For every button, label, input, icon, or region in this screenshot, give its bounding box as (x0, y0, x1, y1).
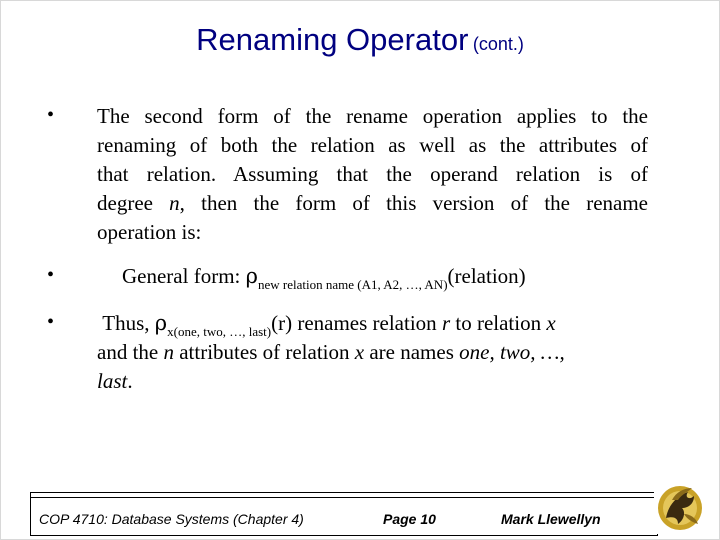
rename-subscript: new relation name (A1, A2, …, AN) (257, 277, 448, 292)
bullet-2: • (47, 264, 55, 286)
para1-n: n (169, 191, 180, 215)
general-form-label: General form: (122, 264, 246, 288)
para1-line-1: The second form of the rename operation applies to the (97, 104, 648, 128)
title-main: Renaming Operator (196, 22, 469, 57)
slide-title (0, 22, 720, 58)
para3-x2: x (354, 340, 365, 364)
para3-names-list: one, two, …, (459, 340, 565, 364)
para1-line-4 (97, 189, 648, 218)
rho-symbol: ρ (245, 264, 258, 288)
example-subscript: x(one, two, …, last) (167, 324, 272, 339)
para1-degree-suffix: , then the form of this version of the rename (179, 191, 648, 215)
para3-renames: (r) renames relation (271, 311, 442, 335)
para3-attributes: attributes of relation (173, 340, 355, 364)
slide-footer (30, 492, 658, 536)
relation-arg: (relation) (447, 264, 526, 288)
bullet-3: • (47, 311, 55, 333)
footer-page: Page 10 (383, 511, 436, 527)
para3-line-1 (97, 309, 648, 338)
para3-line-3 (97, 367, 648, 396)
thus-label: Thus, (102, 311, 155, 335)
para3-last: last (97, 369, 128, 393)
para3-are-names: are names (364, 340, 460, 364)
para3-to: to relation (450, 311, 547, 335)
para1-line-3: that relation. Assuming that the operand relation is of (97, 162, 648, 186)
footer-author: Mark Llewellyn (501, 511, 601, 527)
title-sub: (cont.) (472, 34, 524, 54)
footer-course: COP 4710: Database Systems (Chapter 4) (39, 511, 304, 527)
paragraph-2-general-form (122, 262, 526, 299)
para3-period: . (127, 369, 133, 393)
rho-symbol-2: ρ (154, 311, 168, 335)
paragraph-1 (97, 102, 648, 247)
para1-line-2: renaming of both the relation as well as the attributes of (97, 133, 648, 157)
paragraph-3-example (97, 309, 648, 396)
footer-rule (31, 497, 657, 498)
para3-n: n (163, 340, 174, 364)
bullet-1: • (47, 104, 55, 126)
para3-x: x (546, 311, 556, 335)
para1-degree-prefix: degree (97, 191, 170, 215)
para3-and-the: and the (97, 340, 164, 364)
para1-line-5: operation is: (97, 220, 202, 244)
para3-r: r (441, 311, 451, 335)
pegasus-logo-icon (654, 478, 706, 534)
para3-line-2 (97, 338, 648, 367)
